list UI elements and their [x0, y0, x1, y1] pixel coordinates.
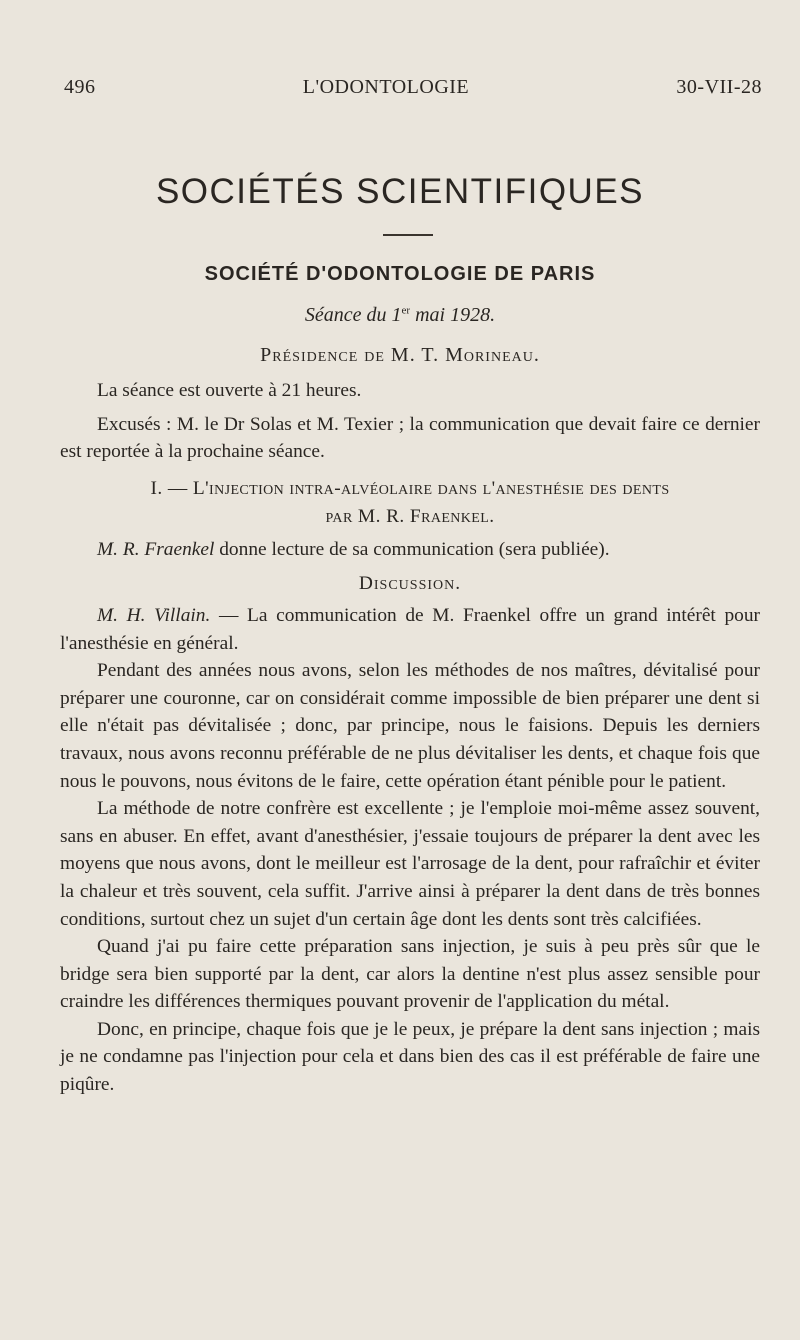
session-suffix: mai 1928. [410, 304, 496, 326]
running-header [64, 76, 762, 99]
title-divider [383, 234, 433, 236]
issue-date: 30-VII-28 [676, 76, 762, 98]
paragraph-preparation: Quand j'ai pu faire cette préparation sans injection, je suis à peu près sûr que le bridge sera bien supporté par la dent, car alors la dentine n'est plus assez sensible pour craindre les différences thermiques pouvant provenir de l'application du métal. [60, 936, 760, 1013]
paragraph-conclusion: Donc, en principe, chaque fois que je le peux, je prépare la dent sans injection ; mais je ne condamne pas l'injection pour cela et dans bien des cas il est préférable de faire une piqûre. [60, 1018, 760, 1096]
lecture-text: donne lecture de sa communication (sera publiée). [214, 538, 610, 560]
heading-line-2: par M. R. Fraenkel. [325, 505, 495, 527]
article-body [60, 377, 760, 1099]
paragraph-villain [60, 602, 760, 657]
paragraph-opening: La séance est ouverte à 21 heures. [97, 380, 362, 401]
session-prefix: Séance du 1 [304, 304, 402, 326]
villain-text: — La communication de M. Fraenkel offre un grand intérêt pour l'anesthésie en général. [60, 604, 760, 654]
session-sup: er [401, 304, 411, 317]
communication-heading [60, 475, 760, 531]
paragraph-excuses: Excusés : M. le Dr Solas et M. Texier ; la communication que devait faire ce dernier est reportée à la prochaine séance. [60, 413, 760, 463]
session-date [0, 304, 800, 327]
page-number: 496 [64, 76, 96, 98]
speaker-fraenkel: M. R. Fraenkel [97, 538, 215, 560]
society-name: SOCIÉTÉ D'ODONTOLOGIE DE PARIS [204, 263, 596, 285]
heading-line-1: I. — L'injection intra-alvéolaire dans l'anesthésie des dents [150, 477, 670, 499]
journal-title: L'ODONTOLOGIE [302, 76, 470, 98]
paragraph-lecture [60, 536, 760, 564]
speaker-villain: M. H. Villain. [97, 604, 211, 626]
section-title: SOCIÉTÉS SCIENTIFIQUES [155, 172, 645, 211]
discussion-heading: Discussion. [358, 573, 462, 595]
presidence-line: Présidence de M. T. Morineau. [260, 344, 540, 366]
paragraph-devitalisation: Pendant des années nous avons, selon les méthodes de nos maîtres, dévitalisé pour préparer une couronne, car on considérait comme impossible de bien préparer une dent si elle n'était pas dévitalisée ; donc, par principe, nous le faisions. Depuis les derniers travaux, nous avons reconnu préférable de ne plus dévitaliser les dents, et chaque fois que nous le pouvons, nous évitons de le faire, cette opération étant pénible pour le patient. [60, 660, 760, 792]
paragraph-methode: La méthode de notre confrère est excellente ; je l'emploie moi-même assez souvent, sans en abuser. En effet, avant d'anesthésier, j'essaie toujours de préparer la dent avec les moyens que nous avons, dont le meilleur est l'arrosage de la dent, pour rafraîchir et éviter la chaleur et très souvent, cela suffit. J'arrive ainsi à préparer la dent dans de très bonnes conditions, surtout chez un sujet d'un certain âge dont les dents sont très calcifiées. [60, 798, 760, 930]
